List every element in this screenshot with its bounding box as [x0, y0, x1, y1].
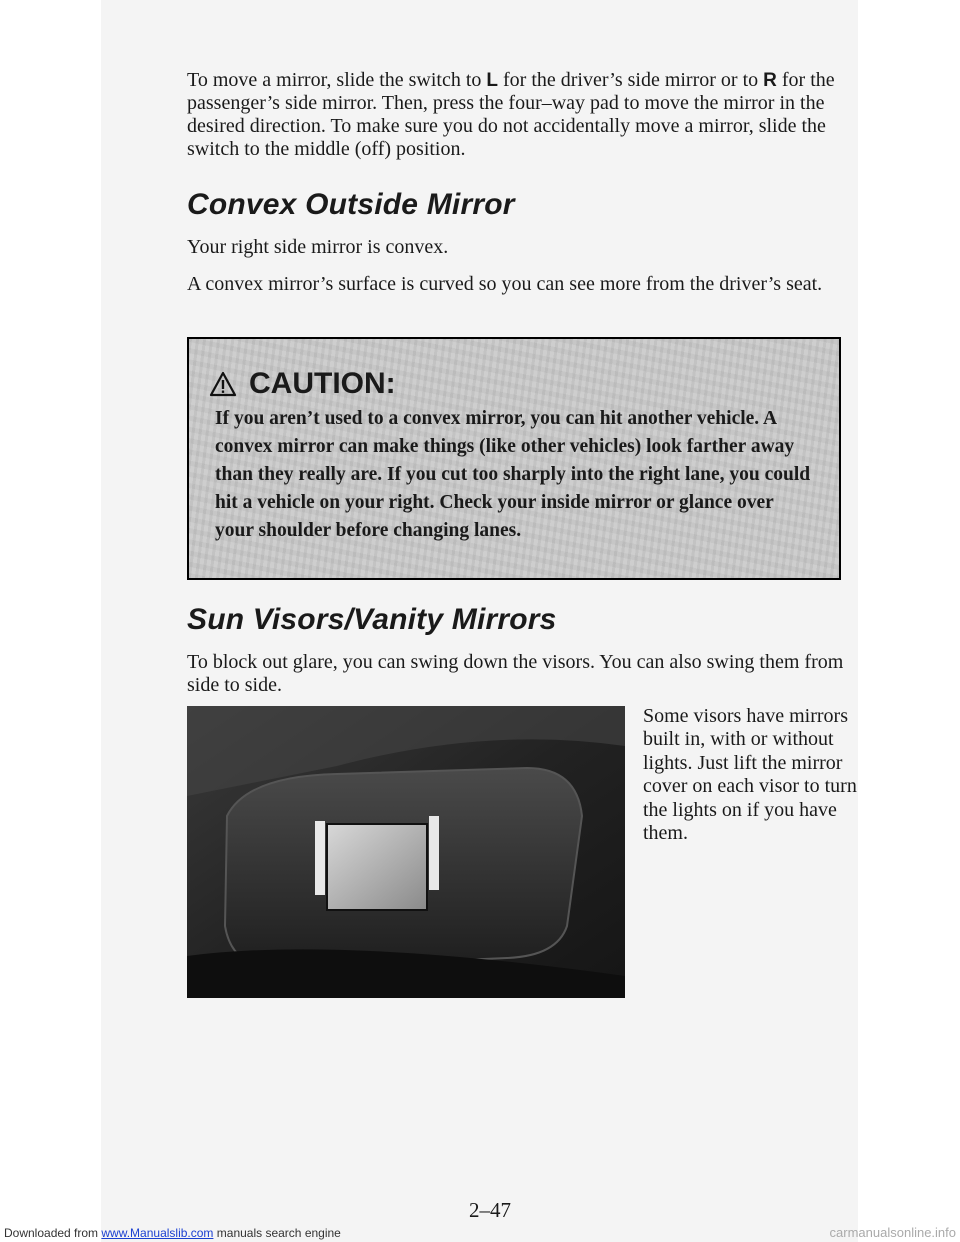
caution-title: CAUTION: [209, 367, 396, 401]
visor-mirror-paragraph: Some visors have mirrors built in, with or without lights. Just lift the mirror cover on each visor to turn the lights on if you have them. [643, 705, 857, 845]
footer [0, 1224, 960, 1242]
download-credit: Downloaded from www.Manualslib.com manuals search engine [4, 1226, 341, 1240]
right-switch-letter: R [763, 70, 777, 91]
convex-paragraph-1: Your right side mirror is convex. [187, 236, 449, 258]
page-number: 2–47 [469, 1198, 511, 1222]
sun-visors-heading: Sun Visors/Vanity Mirrors [187, 603, 557, 636]
visor-illustration [187, 706, 625, 998]
mirror-switch-paragraph: To move a mirror, slide the switch to L for the driver’s side mirror or to R for the passenger’s side mirror. Then, press the four–way pad to move the mirror in the desired direction. To make sure you do not accidentally move a mirror, slide the switch to the middle (off) position. [187, 69, 835, 160]
manualslib-link[interactable]: www.Manualslib.com [101, 1226, 214, 1240]
convex-paragraph-2: A convex mirror’s surface is curved so you can see more from the driver’s seat. [187, 273, 823, 295]
watermark-text: carmanualsonline.info [829, 1225, 956, 1240]
caution-box [187, 337, 841, 580]
caution-text: If you aren’t used to a convex mirror, you can hit another vehicle. A convex mirror can make things (like other vehicles) look farther away than they really are. If you cut too sharply into the right lane, you could hit a vehicle on your right. Check your inside mirror or glance over your shoulder before changing lanes. [215, 408, 811, 541]
visor-mirror-photo [187, 706, 625, 998]
left-switch-letter: L [486, 70, 499, 91]
sun-visors-paragraph: To block out glare, you can swing down the visors. You can also swing them from side to side. [187, 651, 844, 696]
convex-mirror-heading: Convex Outside Mirror [187, 188, 515, 221]
warning-triangle-icon [209, 371, 237, 397]
